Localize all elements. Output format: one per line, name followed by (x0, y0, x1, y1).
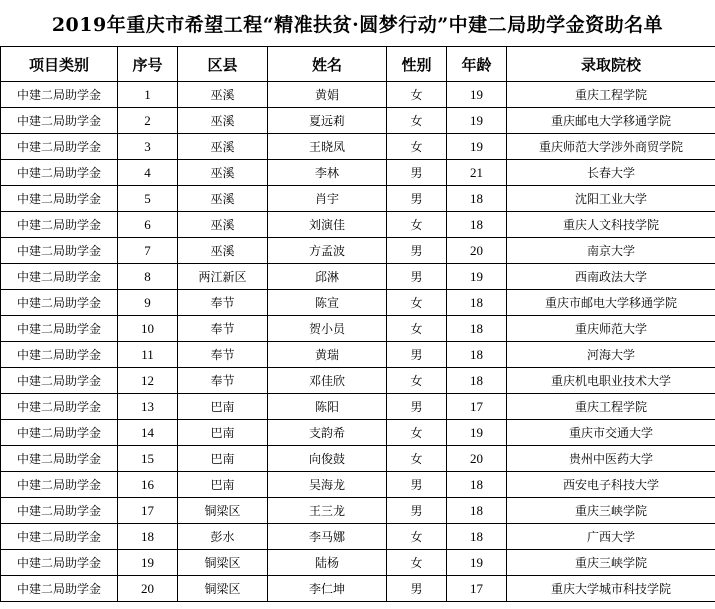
table-row (1, 290, 715, 316)
cell-district: 巫溪 (178, 134, 268, 160)
cell-name: 吴海龙 (268, 472, 387, 498)
cell-category: 中建二局助学金 (1, 264, 118, 290)
cell-school: 西南政法大学 (507, 264, 715, 290)
cell-category: 中建二局助学金 (1, 238, 118, 264)
cell-age: 18 (447, 186, 507, 212)
cell-index: 15 (118, 446, 178, 472)
header-age: 年龄 (447, 47, 507, 82)
cell-gender: 女 (387, 524, 447, 550)
cell-index: 2 (118, 108, 178, 134)
cell-age: 18 (447, 212, 507, 238)
cell-district: 奉节 (178, 316, 268, 342)
cell-school: 重庆市交通大学 (507, 420, 715, 446)
cell-school: 重庆师范大学涉外商贸学院 (507, 134, 715, 160)
cell-age: 18 (447, 368, 507, 394)
cell-name: 向俊鼓 (268, 446, 387, 472)
cell-district: 巴南 (178, 446, 268, 472)
cell-gender: 男 (387, 342, 447, 368)
cell-name: 陈宣 (268, 290, 387, 316)
cell-age: 19 (447, 420, 507, 446)
cell-category: 中建二局助学金 (1, 368, 118, 394)
cell-name: 肖宇 (268, 186, 387, 212)
cell-category: 中建二局助学金 (1, 212, 118, 238)
cell-category: 中建二局助学金 (1, 472, 118, 498)
cell-gender: 女 (387, 212, 447, 238)
cell-category: 中建二局助学金 (1, 394, 118, 420)
cell-school: 沈阳工业大学 (507, 186, 715, 212)
cell-age: 19 (447, 108, 507, 134)
cell-index: 5 (118, 186, 178, 212)
cell-category: 中建二局助学金 (1, 82, 118, 108)
cell-gender: 女 (387, 446, 447, 472)
cell-name: 邓佳欣 (268, 368, 387, 394)
cell-name: 陆杨 (268, 550, 387, 576)
cell-index: 12 (118, 368, 178, 394)
cell-school: 重庆大学城市科技学院 (507, 576, 715, 602)
cell-gender: 女 (387, 420, 447, 446)
cell-name: 夏远莉 (268, 108, 387, 134)
cell-index: 7 (118, 238, 178, 264)
cell-index: 6 (118, 212, 178, 238)
cell-index: 11 (118, 342, 178, 368)
cell-category: 中建二局助学金 (1, 186, 118, 212)
cell-district: 奉节 (178, 290, 268, 316)
cell-age: 19 (447, 264, 507, 290)
cell-district: 巫溪 (178, 82, 268, 108)
cell-district: 两江新区 (178, 264, 268, 290)
cell-district: 巫溪 (178, 238, 268, 264)
cell-gender: 女 (387, 290, 447, 316)
cell-gender: 女 (387, 550, 447, 576)
cell-district: 巴南 (178, 420, 268, 446)
cell-age: 20 (447, 238, 507, 264)
cell-age: 18 (447, 316, 507, 342)
cell-age: 20 (447, 446, 507, 472)
cell-gender: 男 (387, 576, 447, 602)
cell-name: 李林 (268, 160, 387, 186)
header-gender: 性别 (387, 47, 447, 82)
table-row (1, 576, 715, 602)
cell-gender: 女 (387, 368, 447, 394)
cell-school: 河海大学 (507, 342, 715, 368)
cell-name: 王晓凤 (268, 134, 387, 160)
cell-category: 中建二局助学金 (1, 446, 118, 472)
cell-age: 18 (447, 342, 507, 368)
cell-district: 彭水 (178, 524, 268, 550)
cell-category: 中建二局助学金 (1, 134, 118, 160)
cell-name: 贺小员 (268, 316, 387, 342)
cell-district: 铜梁区 (178, 498, 268, 524)
table-row (1, 498, 715, 524)
table-row (1, 108, 715, 134)
cell-district: 巫溪 (178, 108, 268, 134)
cell-category: 中建二局助学金 (1, 498, 118, 524)
table-row (1, 472, 715, 498)
table-row (1, 160, 715, 186)
cell-age: 21 (447, 160, 507, 186)
cell-gender: 女 (387, 316, 447, 342)
cell-gender: 女 (387, 82, 447, 108)
cell-index: 1 (118, 82, 178, 108)
cell-age: 19 (447, 82, 507, 108)
header-row (1, 47, 715, 82)
cell-category: 中建二局助学金 (1, 420, 118, 446)
cell-age: 17 (447, 576, 507, 602)
table-body (1, 82, 715, 602)
table-row (1, 212, 715, 238)
cell-index: 17 (118, 498, 178, 524)
cell-school: 广西大学 (507, 524, 715, 550)
cell-district: 铜梁区 (178, 576, 268, 602)
cell-name: 方孟波 (268, 238, 387, 264)
cell-age: 18 (447, 290, 507, 316)
cell-school: 重庆工程学院 (507, 394, 715, 420)
cell-school: 西安电子科技大学 (507, 472, 715, 498)
cell-index: 16 (118, 472, 178, 498)
header-district: 区县 (178, 47, 268, 82)
cell-name: 支韵希 (268, 420, 387, 446)
document-title: 2019年重庆市希望工程“精准扶贫·圆梦行动”中建二局助学金资助名单 (51, 13, 664, 36)
cell-gender: 男 (387, 186, 447, 212)
cell-age: 17 (447, 394, 507, 420)
cell-index: 9 (118, 290, 178, 316)
cell-district: 奉节 (178, 342, 268, 368)
table-row (1, 420, 715, 446)
header-name: 姓名 (268, 47, 387, 82)
cell-index: 13 (118, 394, 178, 420)
cell-age: 19 (447, 550, 507, 576)
cell-index: 18 (118, 524, 178, 550)
cell-category: 中建二局助学金 (1, 160, 118, 186)
table-row (1, 446, 715, 472)
cell-index: 20 (118, 576, 178, 602)
cell-category: 中建二局助学金 (1, 316, 118, 342)
cell-school: 重庆人文科技学院 (507, 212, 715, 238)
cell-school: 重庆师范大学 (507, 316, 715, 342)
header-index: 序号 (118, 47, 178, 82)
cell-name: 王三龙 (268, 498, 387, 524)
cell-category: 中建二局助学金 (1, 550, 118, 576)
cell-district: 巫溪 (178, 186, 268, 212)
cell-name: 黄瑞 (268, 342, 387, 368)
cell-gender: 男 (387, 160, 447, 186)
cell-index: 14 (118, 420, 178, 446)
cell-school: 长春大学 (507, 160, 715, 186)
cell-district: 巴南 (178, 472, 268, 498)
cell-category: 中建二局助学金 (1, 576, 118, 602)
table-row (1, 394, 715, 420)
table-row (1, 238, 715, 264)
cell-gender: 男 (387, 238, 447, 264)
cell-district: 铜梁区 (178, 550, 268, 576)
table-row (1, 368, 715, 394)
cell-index: 19 (118, 550, 178, 576)
cell-district: 巫溪 (178, 160, 268, 186)
table-row (1, 186, 715, 212)
cell-name: 李马娜 (268, 524, 387, 550)
cell-name: 陈阳 (268, 394, 387, 420)
cell-school: 重庆三峡学院 (507, 550, 715, 576)
cell-category: 中建二局助学金 (1, 108, 118, 134)
cell-index: 10 (118, 316, 178, 342)
cell-district: 奉节 (178, 368, 268, 394)
table-row (1, 264, 715, 290)
cell-category: 中建二局助学金 (1, 524, 118, 550)
cell-name: 刘演佳 (268, 212, 387, 238)
cell-gender: 男 (387, 394, 447, 420)
scholarship-table (0, 46, 715, 602)
cell-name: 邱淋 (268, 264, 387, 290)
cell-school: 重庆机电职业技术大学 (507, 368, 715, 394)
table-row (1, 524, 715, 550)
table-row (1, 342, 715, 368)
cell-name: 黄娟 (268, 82, 387, 108)
cell-age: 19 (447, 134, 507, 160)
cell-school: 重庆市邮电大学移通学院 (507, 290, 715, 316)
table-row (1, 316, 715, 342)
cell-gender: 男 (387, 264, 447, 290)
cell-index: 8 (118, 264, 178, 290)
cell-district: 巴南 (178, 394, 268, 420)
table-row (1, 550, 715, 576)
cell-index: 4 (118, 160, 178, 186)
table-row (1, 134, 715, 160)
cell-index: 3 (118, 134, 178, 160)
header-category: 项目类别 (1, 47, 118, 82)
cell-school: 重庆三峡学院 (507, 498, 715, 524)
cell-gender: 男 (387, 498, 447, 524)
header-school: 录取院校 (507, 47, 715, 82)
cell-category: 中建二局助学金 (1, 342, 118, 368)
cell-district: 巫溪 (178, 212, 268, 238)
cell-name: 李仁坤 (268, 576, 387, 602)
cell-gender: 女 (387, 134, 447, 160)
cell-school: 重庆工程学院 (507, 82, 715, 108)
cell-gender: 男 (387, 472, 447, 498)
cell-category: 中建二局助学金 (1, 290, 118, 316)
cell-age: 18 (447, 472, 507, 498)
cell-school: 重庆邮电大学移通学院 (507, 108, 715, 134)
table-row (1, 82, 715, 108)
cell-school: 贵州中医药大学 (507, 446, 715, 472)
cell-age: 18 (447, 524, 507, 550)
cell-gender: 女 (387, 108, 447, 134)
cell-school: 南京大学 (507, 238, 715, 264)
cell-age: 18 (447, 498, 507, 524)
